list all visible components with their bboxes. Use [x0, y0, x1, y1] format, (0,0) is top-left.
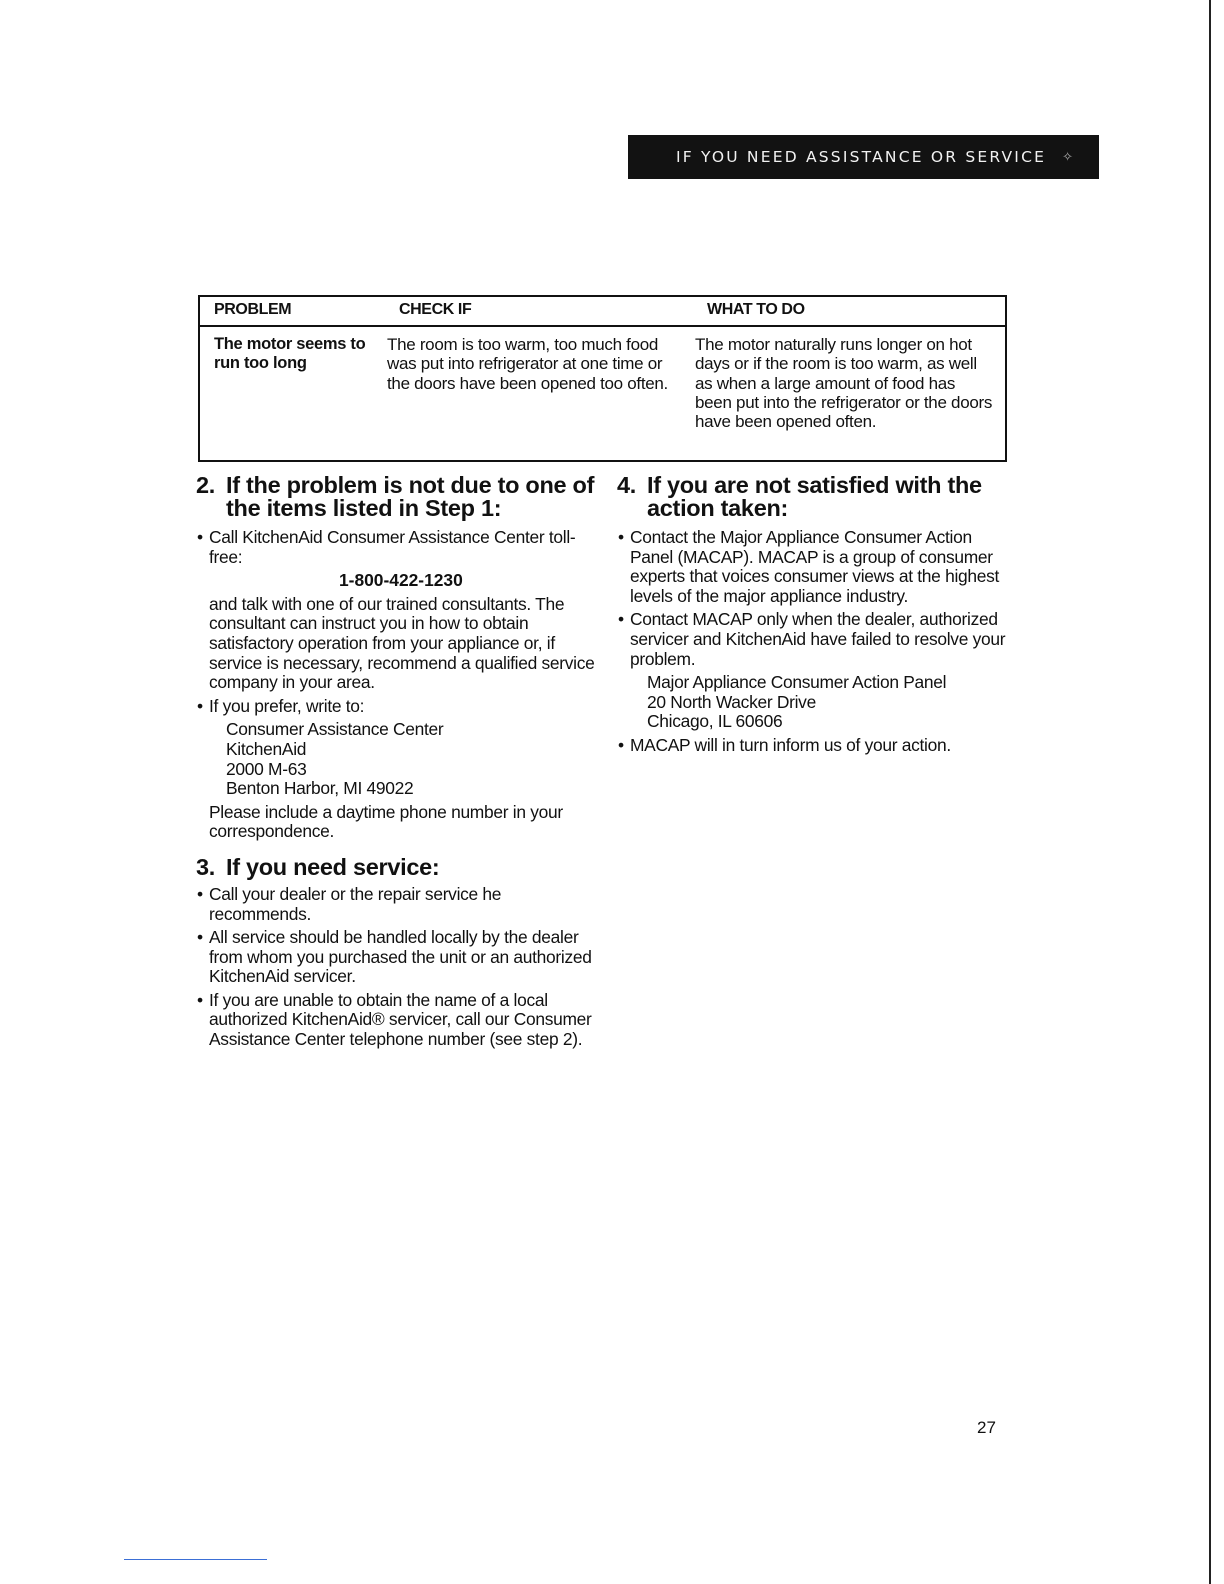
header-check-if: CHECK IF [399, 301, 472, 318]
list-item: • All service should be handled locally by the dealer from whom you purchased the unit or an authorized KitchenAid servicer. [196, 928, 596, 987]
step3-list [196, 885, 596, 1050]
macap-address: Major Appliance Consumer Action Panel 20 North Wacker Drive Chicago, IL 60606 [647, 672, 947, 732]
header-problem: PROBLEM [214, 301, 292, 318]
section-banner [628, 135, 1099, 179]
left-column [196, 474, 596, 1054]
banner-sparkle-icon: ✧ [1062, 149, 1073, 165]
list-item: • Call KitchenAid Consumer Assistance Center toll-free: 1-800-422-1230 and talk with one of our trained consultants. The consultant can instruct you in how to obtain satisfactory operation from your appliance or, if service is necessary, recommend a qualified service company in your area. [196, 528, 596, 693]
list-item: • If you prefer, write to: [196, 697, 596, 717]
header-what-to-do: WHAT TO DO [707, 301, 805, 318]
daytime-phone-note: Please include a daytime phone number in your correspondence. [209, 801, 563, 842]
step4-heading: 4. If you are not satisfied with the action taken: [617, 472, 982, 521]
banner-title: IF YOU NEED ASSISTANCE OR SERVICE [676, 148, 1047, 166]
cell-what-to-do: The motor naturally runs longer on hot days or if the room is too warm, as well as when a large amount of food has been put into the refrigerator or the doors have been opened often. [695, 335, 993, 432]
page-number: 27 [977, 1418, 996, 1437]
step2-heading: 2. If the problem is not due to one of the items listed in Step 1: [196, 472, 595, 521]
cell-problem: The motor seems to run too long [214, 335, 366, 373]
list-item: • Contact MACAP only when the dealer, authorized servicer and KitchenAid have failed to resolve your problem. [617, 610, 1009, 669]
step4-list [617, 528, 1009, 669]
phone-number: 1-800-422-1230 [339, 570, 463, 591]
cell-check-if: The room is too warm, too much food was put into refrigerator at one time or the doors have been opened too often. [387, 335, 668, 393]
bottom-underline-mark [124, 1559, 267, 1560]
consultant-text: and talk with one of our trained consultants. The consultant can instruct you in how to obtain satisfactory operation from your appliance or, if service is necessary, recommend a qualified service company in your area. [209, 593, 595, 693]
table-header-row [200, 297, 1005, 327]
right-column [617, 474, 1009, 760]
step3-heading: 3. If you need service: [196, 853, 440, 880]
kitchenaid-address: Consumer Assistance Center KitchenAid 2000 M-63 Benton Harbor, MI 49022 [226, 719, 444, 799]
list-item: • Call your dealer or the repair service he recommends. [196, 885, 596, 924]
step2-list [196, 528, 596, 716]
troubleshooting-table [198, 295, 1007, 462]
list-item: • If you are unable to obtain the name of a local authorized KitchenAid® servicer, call our Consumer Assistance Center telephone number (see step 2). [196, 991, 596, 1050]
page-edge-rule [1209, 0, 1211, 1584]
list-item: • Contact the Major Appliance Consumer Action Panel (MACAP). MACAP is a group of consumer experts that voices consumer views at the highest levels of the major appliance industry. [617, 528, 1009, 606]
list-item: • MACAP will in turn inform us of your action. [617, 736, 1009, 756]
step4-list-end [617, 736, 1009, 756]
